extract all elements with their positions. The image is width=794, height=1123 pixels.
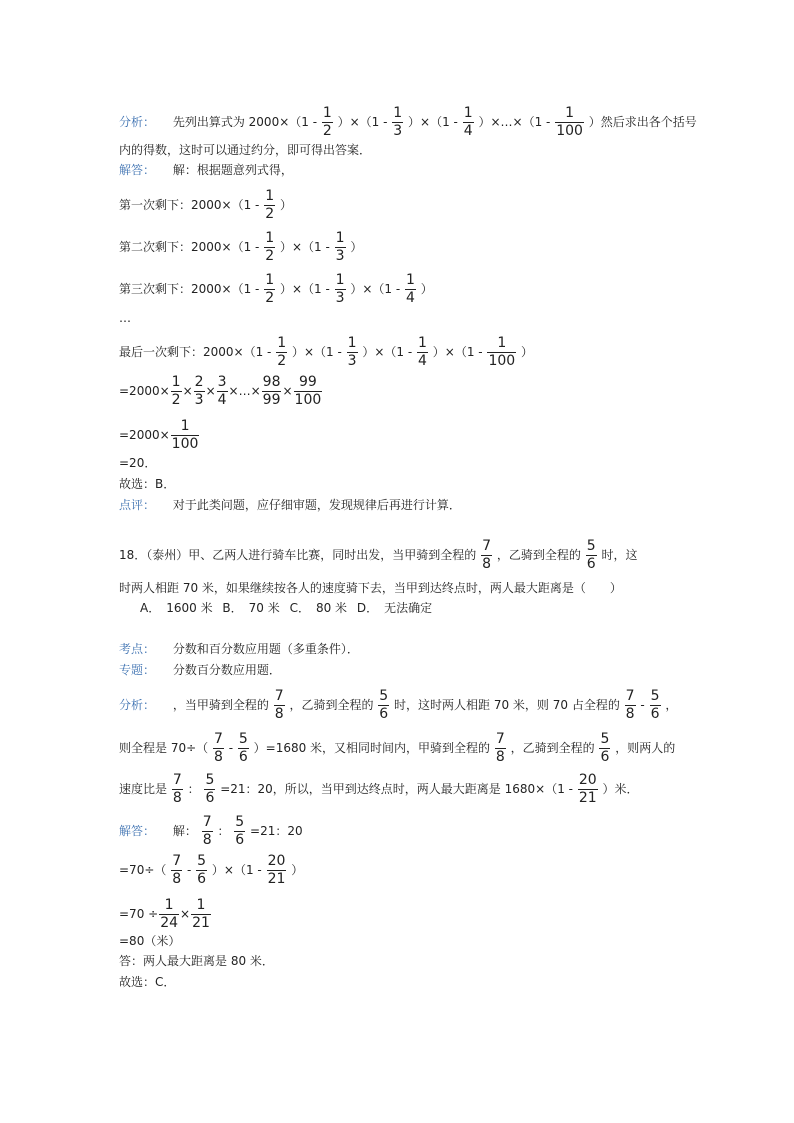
fraction-7-8: $\frac{7}{8}$ [625, 688, 635, 722]
fraction-1-4: $\frac{1}{4}$ [463, 105, 473, 139]
fraction-1-2: $\frac{1}{2}$ [265, 272, 275, 306]
text: - [640, 698, 645, 712]
fraction-5-6: $\frac{5}{6}$ [238, 731, 248, 765]
option-c: C． 80 米 [289, 601, 348, 615]
text: ，当甲骑到全程的 [172, 698, 269, 712]
fraction-1-2: $\frac{1}{2}$ [265, 230, 275, 264]
text: ）×（1 - [350, 282, 401, 296]
third-remain [119, 272, 433, 307]
fraction-1-100: $\frac{1}{100}$ [171, 418, 199, 452]
answer-intro [119, 162, 293, 178]
text: ） [521, 345, 534, 359]
fraction-20-21: $\frac{20}{21}$ [267, 853, 286, 887]
text: ）×（1 - [408, 115, 458, 129]
answer-2-line-5: 答：两人最大距离是 80 米． [119, 954, 274, 968]
text: 速度比是 [119, 782, 168, 796]
ellipsis-line: … [119, 311, 131, 325]
fraction-1-24: $\frac{1}{24}$ [160, 897, 179, 931]
text: ： [187, 782, 200, 796]
text: × [282, 384, 293, 398]
comment-label: 点评： [119, 498, 156, 512]
text: ） [350, 240, 363, 254]
analysis-label: 分析： [119, 698, 156, 712]
answer-2-line-6: 故选：C． [119, 975, 176, 989]
fraction-1-4: $\frac{1}{4}$ [418, 335, 427, 369]
text: ） [291, 863, 304, 877]
question-18-options [140, 600, 438, 616]
point-line [119, 641, 359, 657]
fraction-1-3: $\frac{1}{3}$ [335, 272, 345, 306]
text: ： [217, 824, 230, 838]
second-remain [119, 230, 362, 265]
fraction-1-100: $\frac{1}{100}$ [556, 105, 583, 139]
answer-label: 解答： [119, 163, 156, 177]
option-a: A． 1600 米 [140, 601, 213, 615]
analysis-line-1 [119, 105, 697, 140]
fraction-7-8: $\frac{7}{8}$ [495, 731, 505, 765]
step2-line [119, 418, 200, 453]
fraction-5-6: $\frac{5}{6}$ [379, 688, 389, 722]
fraction-5-6: $\frac{5}{6}$ [650, 688, 660, 722]
text: × [180, 907, 191, 921]
fraction-1-2: $\frac{1}{2}$ [265, 188, 275, 222]
text: =70÷（ [119, 863, 167, 877]
answer-2-line-2 [119, 853, 303, 888]
fraction-1-3: $\frac{1}{3}$ [393, 105, 403, 139]
fraction-1-3: $\frac{1}{3}$ [347, 335, 357, 369]
text: ，乙骑到全程的 [496, 548, 581, 562]
option-b: B． 70 米 [222, 601, 280, 615]
text: ）×（1 - [337, 115, 388, 129]
text: ）=1680 米，又相同时间内，甲骑到全程的 [253, 741, 491, 755]
text: 则全程是 70÷（ [119, 741, 209, 755]
text: ） [279, 198, 292, 212]
comment-line [119, 497, 461, 513]
text: =2000× [119, 384, 170, 398]
fraction-20-21: $\frac{20}{21}$ [578, 772, 597, 806]
point-label: 考点： [119, 642, 156, 656]
text: 解： [172, 824, 197, 838]
fraction-1-2: $\frac{1}{2}$ [277, 335, 287, 369]
text: ×…× [228, 384, 261, 398]
question-18-line-1 [119, 538, 637, 573]
fraction-99-100: $\frac{99}{100}$ [294, 374, 322, 408]
text: ，则两人的 [615, 741, 676, 755]
text: 18．（泰州）甲、乙两人进行骑车比赛，同时出发，当甲骑到全程的 [119, 548, 477, 562]
text: 时，这 [601, 548, 638, 562]
text: 第三次剩下：2000×（1 - [119, 282, 260, 296]
option-d: D． 无法确定 [356, 601, 433, 615]
fraction-7-8: $\frac{7}{8}$ [213, 731, 223, 765]
question-18-line-2: 时两人相距 70 米，如果继续按各人的速度骑下去，当甲到达终点时，两人最大距离是（ ） [119, 581, 622, 595]
text: 对于此类问题，应仔细审题，发现规律后再进行计算． [172, 498, 461, 512]
fraction-1-2: $\frac{1}{2}$ [322, 105, 332, 139]
text: ）×（1 - [279, 240, 330, 254]
fraction-7-8: $\frac{7}{8}$ [482, 538, 492, 572]
text: ，乙骑到全程的 [289, 698, 374, 712]
text: ）×…×（1 - [478, 115, 551, 129]
text: ，乙骑到全程的 [510, 741, 595, 755]
text: × [205, 384, 216, 398]
fraction-5-6: $\frac{5}{6}$ [600, 731, 610, 765]
text: × [182, 384, 193, 398]
text: ）然后求出各个括号 [588, 115, 697, 129]
text: ）×（1 - [279, 282, 330, 296]
fraction-5-6: $\frac{5}{6}$ [586, 538, 596, 572]
text: 第二次剩下：2000×（1 - [119, 240, 260, 254]
text: 分数百分数应用题． [172, 663, 281, 677]
text: - [228, 741, 234, 755]
text: =2000× [119, 428, 170, 442]
analysis-label: 分析： [119, 115, 156, 129]
fraction-2-3: $\frac{2}{3}$ [194, 374, 204, 408]
fraction-1-2: $\frac{1}{2}$ [171, 374, 181, 408]
text: 第一次剩下：2000×（1 - [119, 198, 260, 212]
answer-2-line-1 [119, 814, 303, 849]
fraction-1-100: $\frac{1}{100}$ [488, 335, 516, 369]
fraction-7-8: $\frac{7}{8}$ [202, 814, 212, 848]
fraction-5-6: $\frac{5}{6}$ [205, 772, 215, 806]
last-remain [119, 335, 533, 370]
text: ）×（1 - [211, 863, 262, 877]
text: 最后一次剩下：2000×（1 - [119, 345, 272, 359]
fraction-5-6: $\frac{5}{6}$ [197, 853, 207, 887]
text: ）×（1 - [291, 345, 342, 359]
text: ）米． [602, 782, 639, 796]
first-remain [119, 188, 292, 223]
topic-label: 专题： [119, 663, 156, 677]
fraction-1-3: $\frac{1}{3}$ [335, 230, 345, 264]
fraction-1-21: $\frac{1}{21}$ [192, 897, 210, 931]
text: 分数和百分数应用题（多重条件）． [172, 642, 359, 656]
analysis-line-2: 内的得数，这时可以通过约分，即可得出答案． [119, 143, 372, 157]
choose-line: 故选：B． [119, 477, 176, 491]
analysis-2-line-2 [119, 731, 675, 766]
text: 解：根据题意列式得， [172, 163, 293, 177]
text: =21：20 [250, 824, 303, 838]
fraction-7-8: $\frac{7}{8}$ [274, 688, 284, 722]
fraction-98-99: $\frac{98}{99}$ [262, 374, 281, 408]
topic-line [119, 662, 281, 678]
text: ）×（1 - [362, 345, 413, 359]
result-line: =20． [119, 456, 157, 470]
text: =70 ÷ [119, 907, 159, 921]
answer-2-line-3 [119, 897, 212, 932]
fraction-3-4: $\frac{3}{4}$ [217, 374, 227, 408]
fraction-7-8: $\frac{7}{8}$ [172, 853, 182, 887]
fraction-1-4: $\frac{1}{4}$ [406, 272, 415, 306]
text: ） [420, 282, 433, 296]
text: ）×（1 - [432, 345, 483, 359]
product-line [119, 374, 323, 409]
fraction-5-6: $\frac{5}{6}$ [235, 814, 245, 848]
answer-label: 解答： [119, 824, 156, 838]
text: 时，这时两人相距 70 米，则 70 占全程的 [394, 698, 620, 712]
fraction-7-8: $\frac{7}{8}$ [172, 772, 182, 806]
text: 先列出算式为 2000×（1 - [172, 115, 318, 129]
answer-2-line-4: =80（米） [119, 934, 181, 948]
analysis-2-line-1 [119, 688, 677, 723]
text: =21：20，所以，当甲到达终点时，两人最大距离是 1680×（1 - [220, 782, 573, 796]
text: ， [665, 698, 678, 712]
analysis-2-line-3 [119, 772, 638, 807]
text: - [186, 863, 192, 877]
